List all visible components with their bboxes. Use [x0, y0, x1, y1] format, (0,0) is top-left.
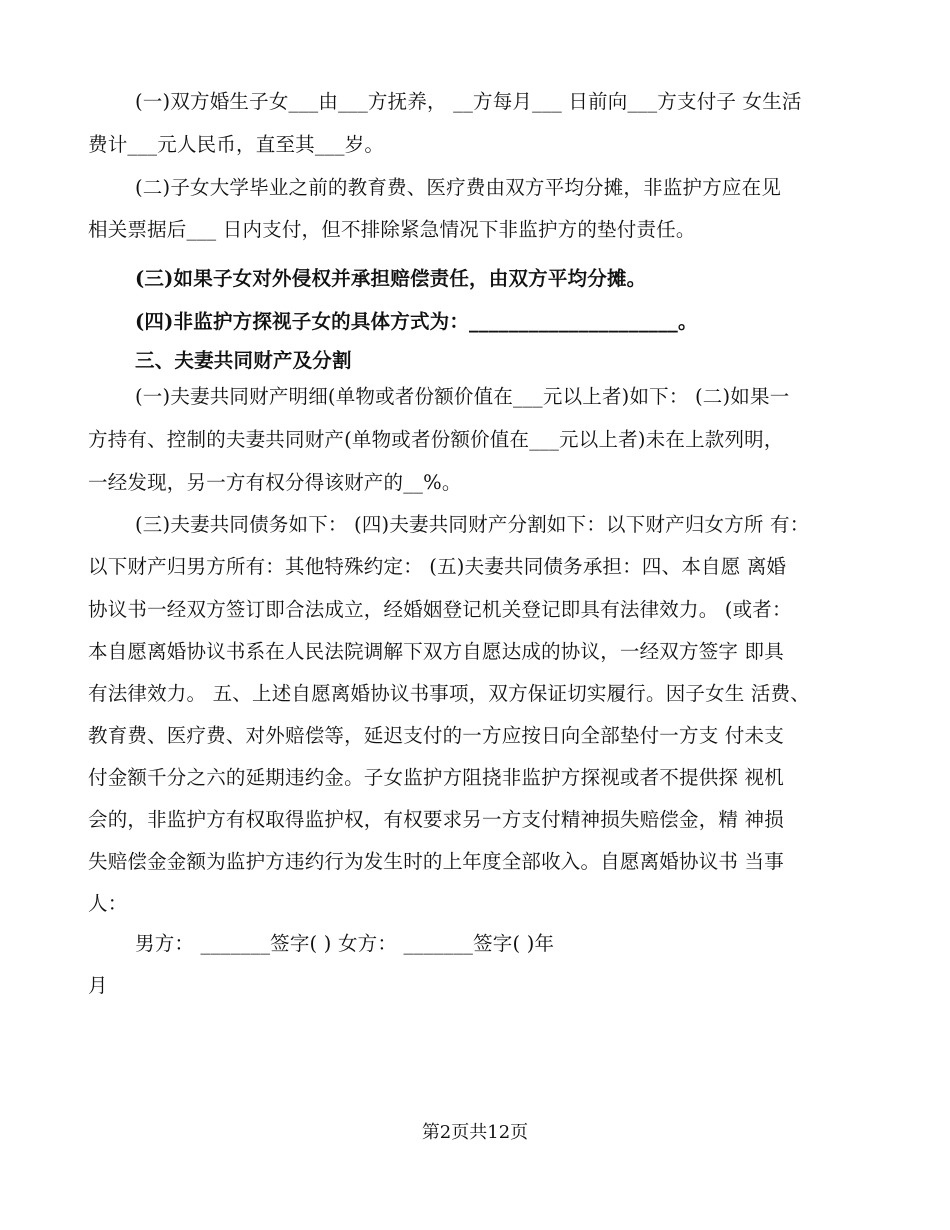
paragraph-line-5: (三)如果子女对外侵权并承担赔偿责任，由双方平均分摊。: [135, 267, 647, 290]
paragraph-line-6: (四)非监护方探视子女的具体方式为：_____________________。: [135, 310, 698, 333]
paragraph-line-16: 教育费、医疗费、对外赔偿等，延迟支付的一方应按日向全部垫付一方支 付未支: [88, 724, 784, 747]
page-footer: 第2页共12页: [421, 1122, 529, 1143]
paragraph-line-8: (一)夫妻共同财产明细(单物或者份额价值在___元以上者)如下： (二)如果一: [135, 385, 790, 408]
paragraph-line-3: (二)子女大学毕业之前的教育费、医疗费由双方平均分摊，非监护方应在见: [135, 176, 782, 199]
paragraph-line-13: 协议书一经双方签订即合法成立，经婚姻登记机关登记即具有法律效力。 (或者：: [88, 598, 792, 621]
paragraph-line-14: 本自愿离婚协议书系在人民法院调解下双方自愿达成的协议，一经双方签字 即具: [88, 640, 784, 663]
paragraph-line-2: 费计___元人民币，直至其___岁。: [88, 133, 385, 156]
paragraph-line-15: 有法律效力。 五、上述自愿离婚协议书事项，双方保证切实履行。因子女生 活费、: [88, 682, 810, 705]
paragraph-line-22: 月: [88, 974, 108, 997]
paragraph-line-10: 一经发现，另一方有权分得该财产的__%。: [88, 471, 462, 494]
paragraph-line-12: 以下财产归男方所有：其他特殊约定： (五)夫妻共同债务承担：四、本自愿 离婚: [88, 555, 787, 578]
paragraph-line-17: 付金额千分之六的延期违约金。子女监护方阻挠非监护方探视或者不提供探 视机: [88, 766, 784, 789]
paragraph-line-9: 方持有、控制的夫妻共同财产(单物或者份额价值在___元以上者)未在上款列明，: [88, 428, 784, 451]
paragraph-line-11: (三)夫妻共同债务如下： (四)夫妻共同财产分割如下：以下财产归女方所 有：: [135, 513, 810, 536]
paragraph-line-1: (一)双方婚生子女___由___方抚养， __方每月___ 日前向___方支付子 女生活: [135, 90, 802, 113]
signature-line: 男方： _______签字( ) 女方： _______签字( )年: [135, 932, 555, 955]
paragraph-line-20: 人：: [88, 892, 128, 915]
paragraph-line-4: 相关票据后___ 日内支付，但不排除紧急情况下非监护方的垫付责任。: [88, 218, 696, 241]
paragraph-line-18: 会的，非监护方有权取得监护权，有权要求另一方支付精神损失赔偿金，精 神损: [88, 808, 784, 831]
paragraph-line-19: 失赔偿金金额为监护方违约行为发生时的上年度全部收入。自愿离婚协议书 当事: [88, 850, 784, 873]
section-heading: 三、夫妻共同财产及分割: [135, 349, 352, 372]
